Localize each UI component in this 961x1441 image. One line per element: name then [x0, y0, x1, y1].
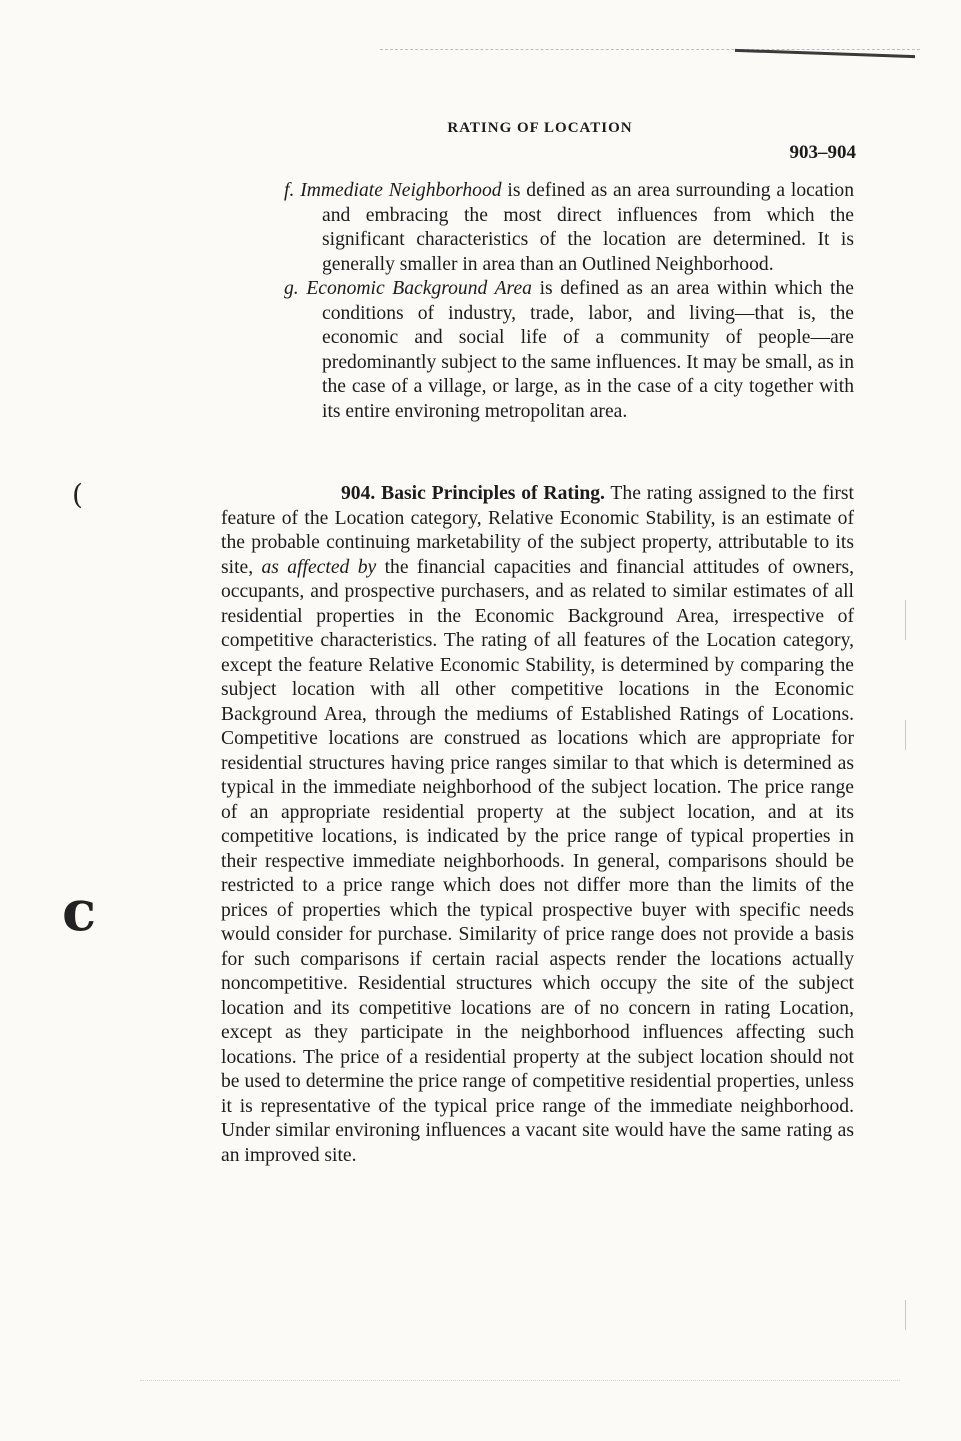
definitions-list [284, 179, 854, 424]
running-head: RATING OF LOCATION [447, 120, 633, 136]
margin-tick [905, 720, 906, 750]
margin-paren-mark: ( [72, 478, 83, 511]
definition-term: Immediate Neighborhood [300, 180, 502, 201]
section-text-part1: The rating assigned to the first feature of the Location category, Relative Economic Stability, is an estimate of the probable continuing marketability of the subject property, attributable to its site, [221, 483, 855, 578]
section-emphasis: as affected by [261, 556, 377, 578]
definition-letter: f. [284, 180, 295, 201]
section-number: 904. [341, 483, 376, 504]
bottom-edge-rule [140, 1380, 900, 1381]
section-heading: Basic Principles of Rating. [381, 483, 605, 504]
definition-item-g [284, 277, 854, 424]
margin-tick [905, 600, 906, 640]
definition-item-f [284, 179, 854, 277]
definition-letter: g. [284, 278, 299, 299]
page-number: 903–904 [789, 142, 856, 163]
section-text-part2: the financial capacities and financial attitudes of owners, occupants, and prospective purchasers, and as related to similar estimates of all residential properties in the Economic Background Area, irrespective of competitive characteristics. The rating of all features of the Location category, except the feature Relative Economic Stability, is determined by comparing the subject location with all other competitive locations in the Economic Background Area, through the mediums of Established Ratings of Locations. Competitive locations are construed as locations which are appropriate for residential structures having price ranges similar to that which is determined as typical in the immediate neighborhood of the subject location. The price range of an appropriate residential property at the subject location, and at its competitive locations, is indicated by the price range of typical properties in their respective immediate neighborhoods. In general, comparisons should be restricted to a price range which does not differ more than the limits of the prices of properties which the typical prospective buyer with specific needs would consider for purchase. Similarity of price range does not provide a basis for such comparisons if certain racial aspects render the locations actually noncompetitive. Residential structures which occupy the site of the subject location and its competitive locations are of no concern in rating Location, except as they participate in the neighborhood influences affecting such locations. The price of a residential property at the subject location should not be used to determine the price range of competitive residential properties, unless it is representative of the typical price range of the immediate neighborhood. Under similar environing influences a vacant site would have the same rating as an improved site. [221, 556, 854, 1166]
definition-term: Economic Background Area [306, 278, 532, 299]
definition-text: is defined as an area surrounding a location and embracing the most direct influences from which the significant characteristics of the location are determined. It is generally smaller in area than an Outlined Neighborhood. [322, 180, 854, 275]
section-904-paragraph [221, 482, 854, 1168]
definition-text: is defined as an area within which the conditions of industry, trade, labor, and living—that is, the economic and social life of a community of people—are predominantly subject to the same influences. It may be small, as in the case of a village, or large, as in the case of a city together with its entire environing metropolitan area. [322, 278, 854, 422]
margin-c-mark: c [62, 878, 97, 944]
margin-tick [905, 1300, 906, 1330]
top-edge-rule [380, 49, 920, 51]
